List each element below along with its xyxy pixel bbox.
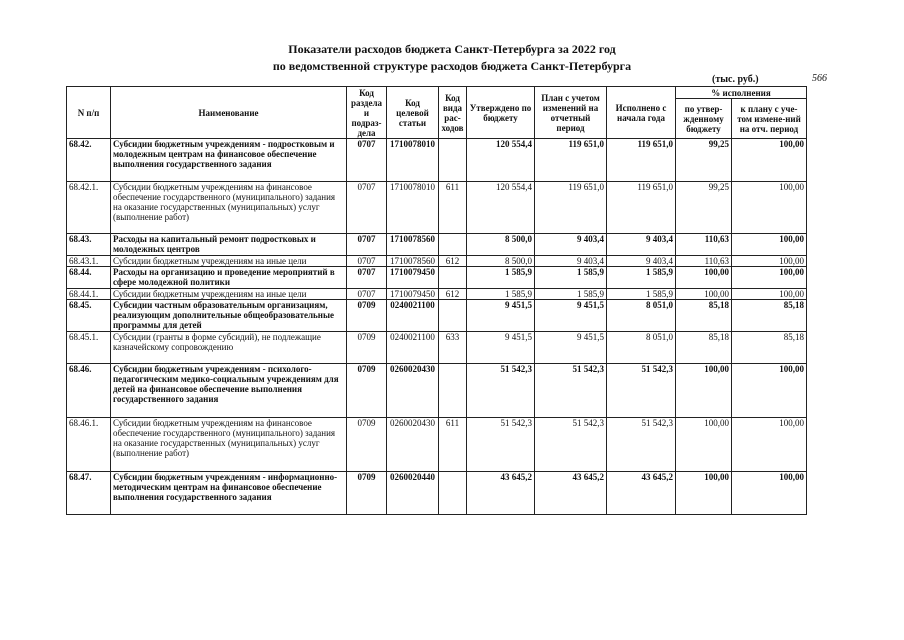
row-name: Субсидии бюджетным учреждениям на иные цели (111, 256, 347, 267)
row-section-code: 0709 (347, 364, 387, 418)
row-name: Субсидии бюджетным учреждениям - информационно-методическим центрам на финансовое обеспечение выполнения государственного задания (111, 472, 347, 515)
table-row (67, 234, 807, 256)
row-name: Субсидии бюджетным учреждениям на финансовое обеспечение государственного (муниципального) задания на оказание государственных (муниципальных) услуг (выполнение работ) (111, 418, 347, 472)
col-header-pct: % исполнения (676, 87, 807, 99)
row-target-code: 1710079450 (387, 289, 439, 300)
row-pct-plan: 100,00 (732, 267, 807, 289)
row-pct-approved: 100,00 (676, 472, 732, 515)
row-type-code (439, 267, 467, 289)
row-num: 68.42. (67, 139, 111, 182)
row-plan: 43 645,2 (535, 472, 607, 515)
row-executed: 8 051,0 (607, 332, 676, 364)
row-num: 68.43.1. (67, 256, 111, 267)
table-row (67, 289, 807, 300)
expenditure-table (66, 86, 807, 515)
row-executed: 8 051,0 (607, 300, 676, 332)
row-pct-approved: 110,63 (676, 256, 732, 267)
col-header-pct-plan: к плану с уче-том измене-ний на отч. период (732, 99, 807, 139)
row-approved: 51 542,3 (467, 418, 535, 472)
row-pct-plan: 100,00 (732, 182, 807, 234)
row-plan: 51 542,3 (535, 364, 607, 418)
row-type-code (439, 300, 467, 332)
row-type-code (439, 234, 467, 256)
row-pct-approved: 100,00 (676, 289, 732, 300)
row-num: 68.43. (67, 234, 111, 256)
row-num: 68.42.1. (67, 182, 111, 234)
row-pct-plan: 100,00 (732, 472, 807, 515)
row-executed: 51 542,3 (607, 418, 676, 472)
row-plan: 9 451,5 (535, 300, 607, 332)
col-header-plan: План с учетом изменений на отчетный период (535, 87, 607, 139)
row-name: Субсидии бюджетным учреждениям - психолого-педагогическим медико-социальным учреждениям для детей на финансовое обеспечение выполнения государственного задания (111, 364, 347, 418)
row-pct-plan: 100,00 (732, 256, 807, 267)
row-num: 68.45.1. (67, 332, 111, 364)
row-section-code: 0709 (347, 472, 387, 515)
row-pct-approved: 100,00 (676, 267, 732, 289)
row-section-code: 0707 (347, 139, 387, 182)
row-approved: 9 451,5 (467, 300, 535, 332)
row-type-code: 612 (439, 289, 467, 300)
row-plan: 51 542,3 (535, 418, 607, 472)
row-pct-plan: 85,18 (732, 300, 807, 332)
table-row (67, 256, 807, 267)
row-name: Расходы на капитальный ремонт подростковых и молодежных центров (111, 234, 347, 256)
row-type-code (439, 139, 467, 182)
row-name: Субсидии бюджетным учреждениям на финансовое обеспечение государственного (муниципального) задания на оказание государственных (муниципальных) услуг (выполнение работ) (111, 182, 347, 234)
row-pct-approved: 99,25 (676, 182, 732, 234)
table-row (67, 364, 807, 418)
row-section-code: 0707 (347, 234, 387, 256)
row-executed: 43 645,2 (607, 472, 676, 515)
row-name: Субсидии (гранты в форме субсидий), не подлежащие казначейскому сопровождению (111, 332, 347, 364)
col-header-approved: Утверждено по бюджету (467, 87, 535, 139)
row-type-code (439, 472, 467, 515)
table-row (67, 182, 807, 234)
row-name: Субсидии бюджетным учреждениям - подростковым и молодежным центрам на финансовое обеспечение выполнения государственного задания (111, 139, 347, 182)
row-plan: 9 451,5 (535, 332, 607, 364)
col-header-executed: Исполнено с начала года (607, 87, 676, 139)
row-section-code: 0707 (347, 256, 387, 267)
row-pct-plan: 100,00 (732, 289, 807, 300)
row-pct-plan: 85,18 (732, 332, 807, 364)
report-title: Показатели расходов бюджета Санкт-Петербурга за 2022 год (288, 42, 616, 56)
row-plan: 9 403,4 (535, 256, 607, 267)
row-name: Расходы на организацию и проведение мероприятий в сфере молодежной политики (111, 267, 347, 289)
row-section-code: 0707 (347, 182, 387, 234)
col-header-pct-approved: по утвер-жденному бюджету (676, 99, 732, 139)
row-approved: 43 645,2 (467, 472, 535, 515)
col-header-section-code: Код раздела и подраз-дела (347, 87, 387, 139)
row-executed: 9 403,4 (607, 234, 676, 256)
row-type-code: 633 (439, 332, 467, 364)
row-pct-approved: 100,00 (676, 418, 732, 472)
table-row (67, 332, 807, 364)
row-name: Субсидии бюджетным учреждениям на иные цели (111, 289, 347, 300)
row-executed: 1 585,9 (607, 267, 676, 289)
row-executed: 9 403,4 (607, 256, 676, 267)
row-executed: 119 651,0 (607, 139, 676, 182)
row-approved: 8 500,0 (467, 234, 535, 256)
row-name: Субсидии частным образовательным организациям, реализующим дополнительные общеобразовательные программы для детей (111, 300, 347, 332)
row-type-code (439, 364, 467, 418)
row-plan: 1 585,9 (535, 267, 607, 289)
row-type-code: 611 (439, 182, 467, 234)
units-label: (тыс. руб.) (712, 74, 759, 85)
row-num: 68.45. (67, 300, 111, 332)
row-executed: 119 651,0 (607, 182, 676, 234)
table-row (67, 267, 807, 289)
row-section-code: 0707 (347, 267, 387, 289)
col-header-target-code: Код целевой статьи (387, 87, 439, 139)
row-pct-approved: 85,18 (676, 300, 732, 332)
row-pct-approved: 85,18 (676, 332, 732, 364)
row-num: 68.44.1. (67, 289, 111, 300)
row-approved: 9 451,5 (467, 332, 535, 364)
row-pct-plan: 100,00 (732, 418, 807, 472)
table-row (67, 418, 807, 472)
row-pct-approved: 99,25 (676, 139, 732, 182)
row-plan: 1 585,9 (535, 289, 607, 300)
row-executed: 1 585,9 (607, 289, 676, 300)
row-plan: 119 651,0 (535, 182, 607, 234)
row-approved: 1 585,9 (467, 267, 535, 289)
row-type-code: 611 (439, 418, 467, 472)
row-approved: 8 500,0 (467, 256, 535, 267)
row-section-code: 0709 (347, 300, 387, 332)
table-row (67, 139, 807, 182)
row-section-code: 0707 (347, 289, 387, 300)
row-approved: 1 585,9 (467, 289, 535, 300)
col-header-name: Наименование (111, 87, 347, 139)
col-header-type-code: Код вида рас-ходов (439, 87, 467, 139)
row-target-code: 1710079450 (387, 267, 439, 289)
row-target-code: 0260020430 (387, 364, 439, 418)
row-target-code: 1710078560 (387, 256, 439, 267)
row-num: 68.44. (67, 267, 111, 289)
row-pct-plan: 100,00 (732, 364, 807, 418)
row-pct-approved: 110,63 (676, 234, 732, 256)
row-num: 68.47. (67, 472, 111, 515)
table-row (67, 472, 807, 515)
col-header-num: N п/п (67, 87, 111, 139)
row-pct-plan: 100,00 (732, 139, 807, 182)
row-plan: 119 651,0 (535, 139, 607, 182)
row-target-code: 1710078010 (387, 139, 439, 182)
row-target-code: 0260020440 (387, 472, 439, 515)
row-num: 68.46. (67, 364, 111, 418)
row-executed: 51 542,3 (607, 364, 676, 418)
row-target-code: 1710078560 (387, 234, 439, 256)
report-subtitle: по ведомственной структуре расходов бюджета Санкт-Петербурга (272, 59, 632, 73)
row-approved: 120 554,4 (467, 182, 535, 234)
row-pct-plan: 100,00 (732, 234, 807, 256)
page-number: 566 (812, 73, 827, 84)
row-target-code: 0240021100 (387, 332, 439, 364)
row-type-code: 612 (439, 256, 467, 267)
row-target-code: 0260020430 (387, 418, 439, 472)
row-plan: 9 403,4 (535, 234, 607, 256)
row-approved: 51 542,3 (467, 364, 535, 418)
row-num: 68.46.1. (67, 418, 111, 472)
row-pct-approved: 100,00 (676, 364, 732, 418)
table-row (67, 300, 807, 332)
row-approved: 120 554,4 (467, 139, 535, 182)
row-target-code: 0240021100 (387, 300, 439, 332)
row-target-code: 1710078010 (387, 182, 439, 234)
row-section-code: 0709 (347, 418, 387, 472)
row-section-code: 0709 (347, 332, 387, 364)
